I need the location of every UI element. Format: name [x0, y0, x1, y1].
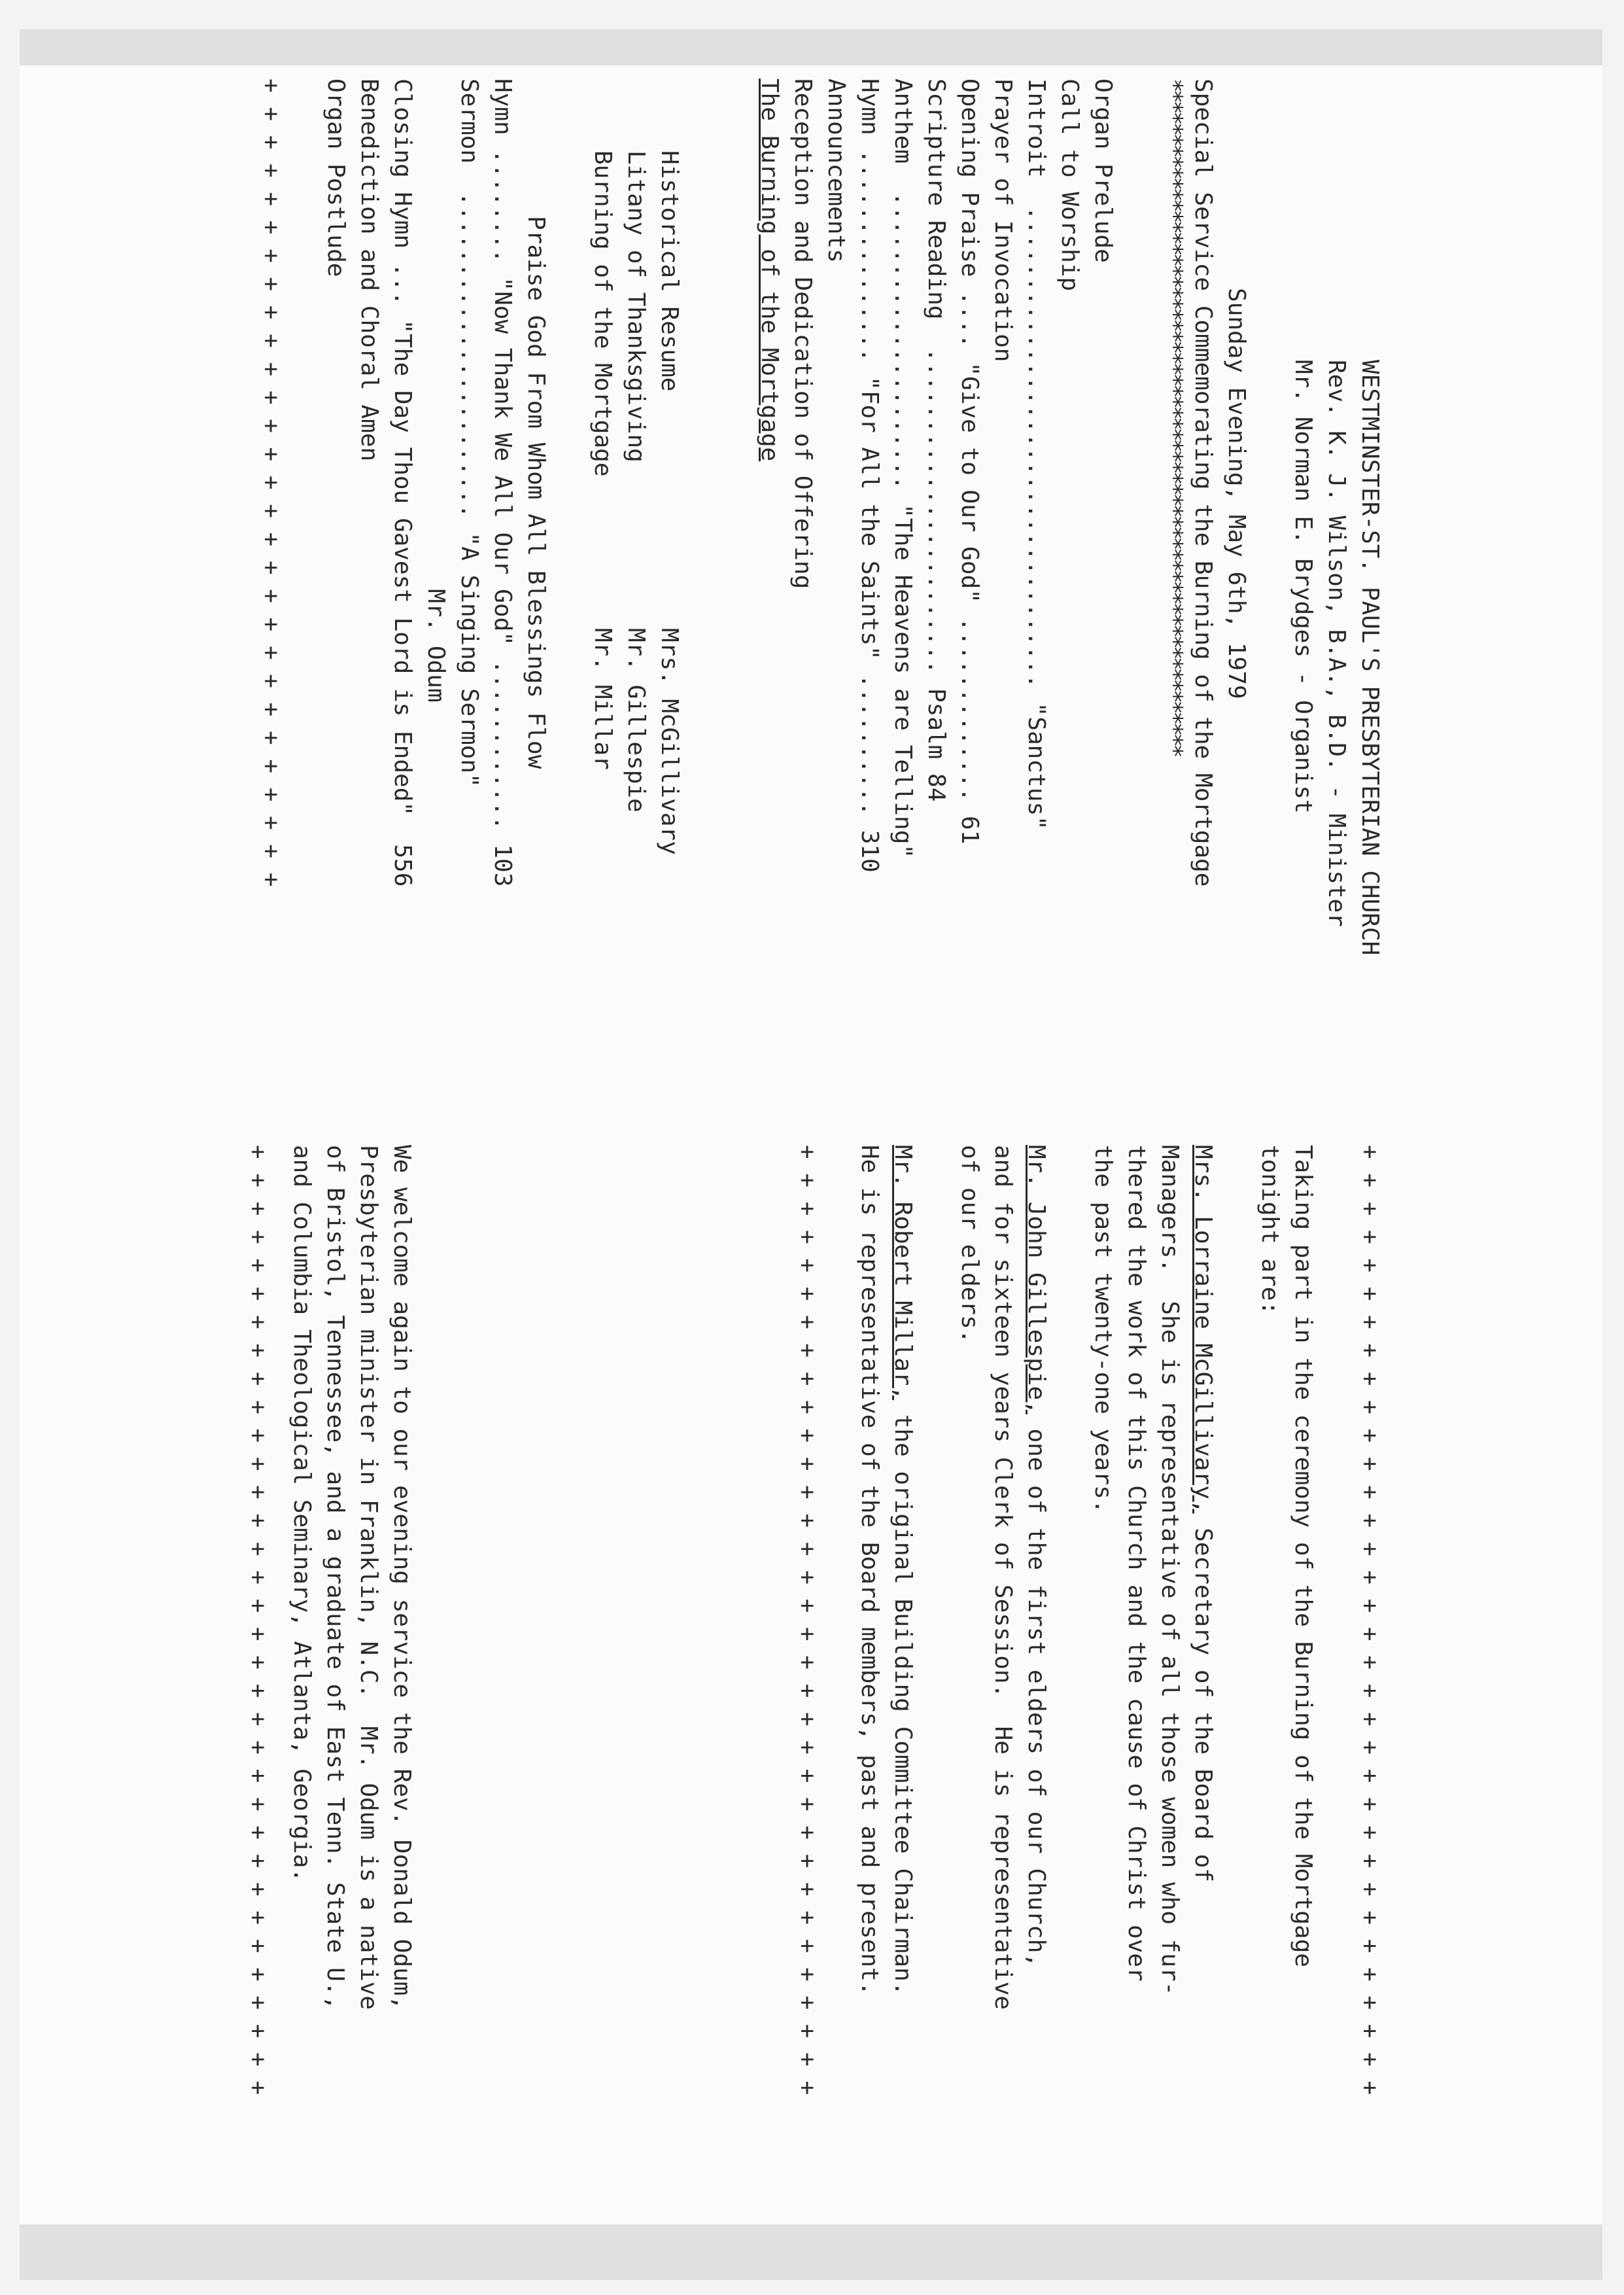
welcome-text: We welcome again to our evening service the Rev. Donald Odum,	[389, 1145, 415, 2010]
order-item: Organ Postlude	[322, 79, 349, 277]
order-item: Announcements	[823, 79, 850, 263]
mortgage-person: Mr. Millar	[589, 628, 616, 770]
order-item: Opening Praise .... "Give to Our God" ............. 61	[956, 79, 983, 845]
preacher-name: Mr. Odum	[423, 79, 449, 703]
order-of-service-column	[119, 79, 1387, 1125]
order-item: Closing Hymn ... "The Day Thou Gavest Lord is Ended" 556	[389, 79, 416, 887]
welcome-text: of Bristol, Tennessee, and a graduate of East Tenn. State U.,	[322, 1145, 349, 2010]
order-item: Hymn ........ "Now Thank We All Our God" ............ 103	[489, 79, 516, 887]
order-item-burning-heading: The Burning of the Mortgage	[756, 79, 783, 462]
bulletin-page	[242, 79, 1387, 2237]
order-item: Prayer of Invocation	[990, 79, 1016, 362]
plus-divider: + + + + + + + + + + + + + + + + + + + + + + + + + + + + + + + + + +	[1356, 1145, 1383, 2095]
order-item: Anthem ..................... "The Heavens are Telling"	[890, 79, 916, 859]
gillespie-paragraph	[1020, 1145, 1053, 1967]
plus-divider: + + + + + + + + + + + + + + + + + + + + + + + + + + + + +	[258, 79, 285, 887]
participant-name: Mr. John Gillespie,	[1023, 1145, 1050, 1414]
order-item: Organ Prelude	[1090, 79, 1116, 263]
taking-part-line: Taking part in the ceremony of the Burning of the Mortgage	[1290, 1145, 1317, 1968]
scan-border-top	[20, 29, 1602, 65]
order-item: Call to Worship	[1056, 79, 1083, 292]
order-item: Sermon ....................... "A Singing Sermon"	[456, 79, 483, 788]
participant-name: Mrs. Lorraine McGillivary,	[1190, 1145, 1217, 1514]
order-item: Reception and Dedication of Offering	[789, 79, 816, 589]
taking-part-line: tonight are:	[1256, 1145, 1283, 1316]
order-item: Scripture Reading ....................... Psalm 84	[923, 79, 950, 802]
paragraph-text: one of the first elders of our Church,	[1023, 1414, 1050, 1968]
asterisk-divider: **************************************************************	[1160, 79, 1187, 755]
order-item: Benediction and Choral Amen	[356, 79, 383, 462]
order-item: Hymn ............... "For All the Saints" .......... 310	[856, 79, 883, 873]
participants-column	[245, 1145, 1387, 2224]
mortgage-item: Historical Resume	[656, 150, 683, 392]
mortgage-item: Litany of Thanksgiving	[623, 150, 649, 463]
church-name: WESTMINSTER-ST. PAUL'S PRESBYTERIAN CHURCH	[1356, 360, 1383, 956]
mortgage-person: Mrs. McGillivary	[656, 628, 683, 855]
welcome-text: and Columbia Theological Seminary, Atlanta, Georgia.	[288, 1145, 315, 1883]
organist-line: Mr. Norman E. Brydges - Organist	[1290, 360, 1317, 814]
service-date: Sunday Evening, May 6th, 1979	[1223, 288, 1250, 699]
mortgage-item: Burning of the Mortgage	[589, 150, 616, 477]
paragraph-text: the original Building Committee Chairman.	[890, 1400, 916, 1996]
welcome-text: Presbyterian minister in Franklin, N.C. Mr. Odum is a native	[355, 1145, 382, 2010]
paragraph-text: He is representative of the Board members, past and present.	[856, 1145, 883, 1996]
paragraph-text: Managers. She is representative of all those women who fur-	[1156, 1145, 1183, 1996]
mortgage-person: Mr. Gillespie	[623, 628, 649, 813]
paragraph-text: the past twenty-one years.	[1090, 1145, 1116, 1514]
paragraph-text: Secretary of the Board of	[1190, 1513, 1217, 1883]
paragraph-text: and for sixteen years Clerk of Session. He is representative	[990, 1145, 1016, 2010]
plus-divider: + + + + + + + + + + + + + + + + + + + + + + + + + + + + + + + + + +	[245, 1145, 271, 2095]
paragraph-text: thered the work of this Church and the cause of Christ over	[1123, 1145, 1150, 1982]
plus-divider: + + + + + + + + + + + + + + + + + + + + + + + + + + + + + + + + + +	[794, 1145, 821, 2095]
paragraph-text: of our elders.	[956, 1145, 983, 1344]
millar-paragraph	[886, 1145, 920, 1995]
special-service-title: Special Service Commemorating the Burning of the Mortgage	[1190, 79, 1217, 887]
doxology: Praise God From Whom All Blessings Flow	[523, 216, 549, 769]
order-item: Introit .................................. "Sanctus"	[1023, 79, 1050, 830]
mcgillivary-paragraph	[1186, 1145, 1220, 1882]
participant-name: Mr. Robert Millar,	[890, 1145, 916, 1401]
minister-line: Rev. K. J. Wilson, B.A., B.D. - Minister	[1323, 360, 1350, 927]
